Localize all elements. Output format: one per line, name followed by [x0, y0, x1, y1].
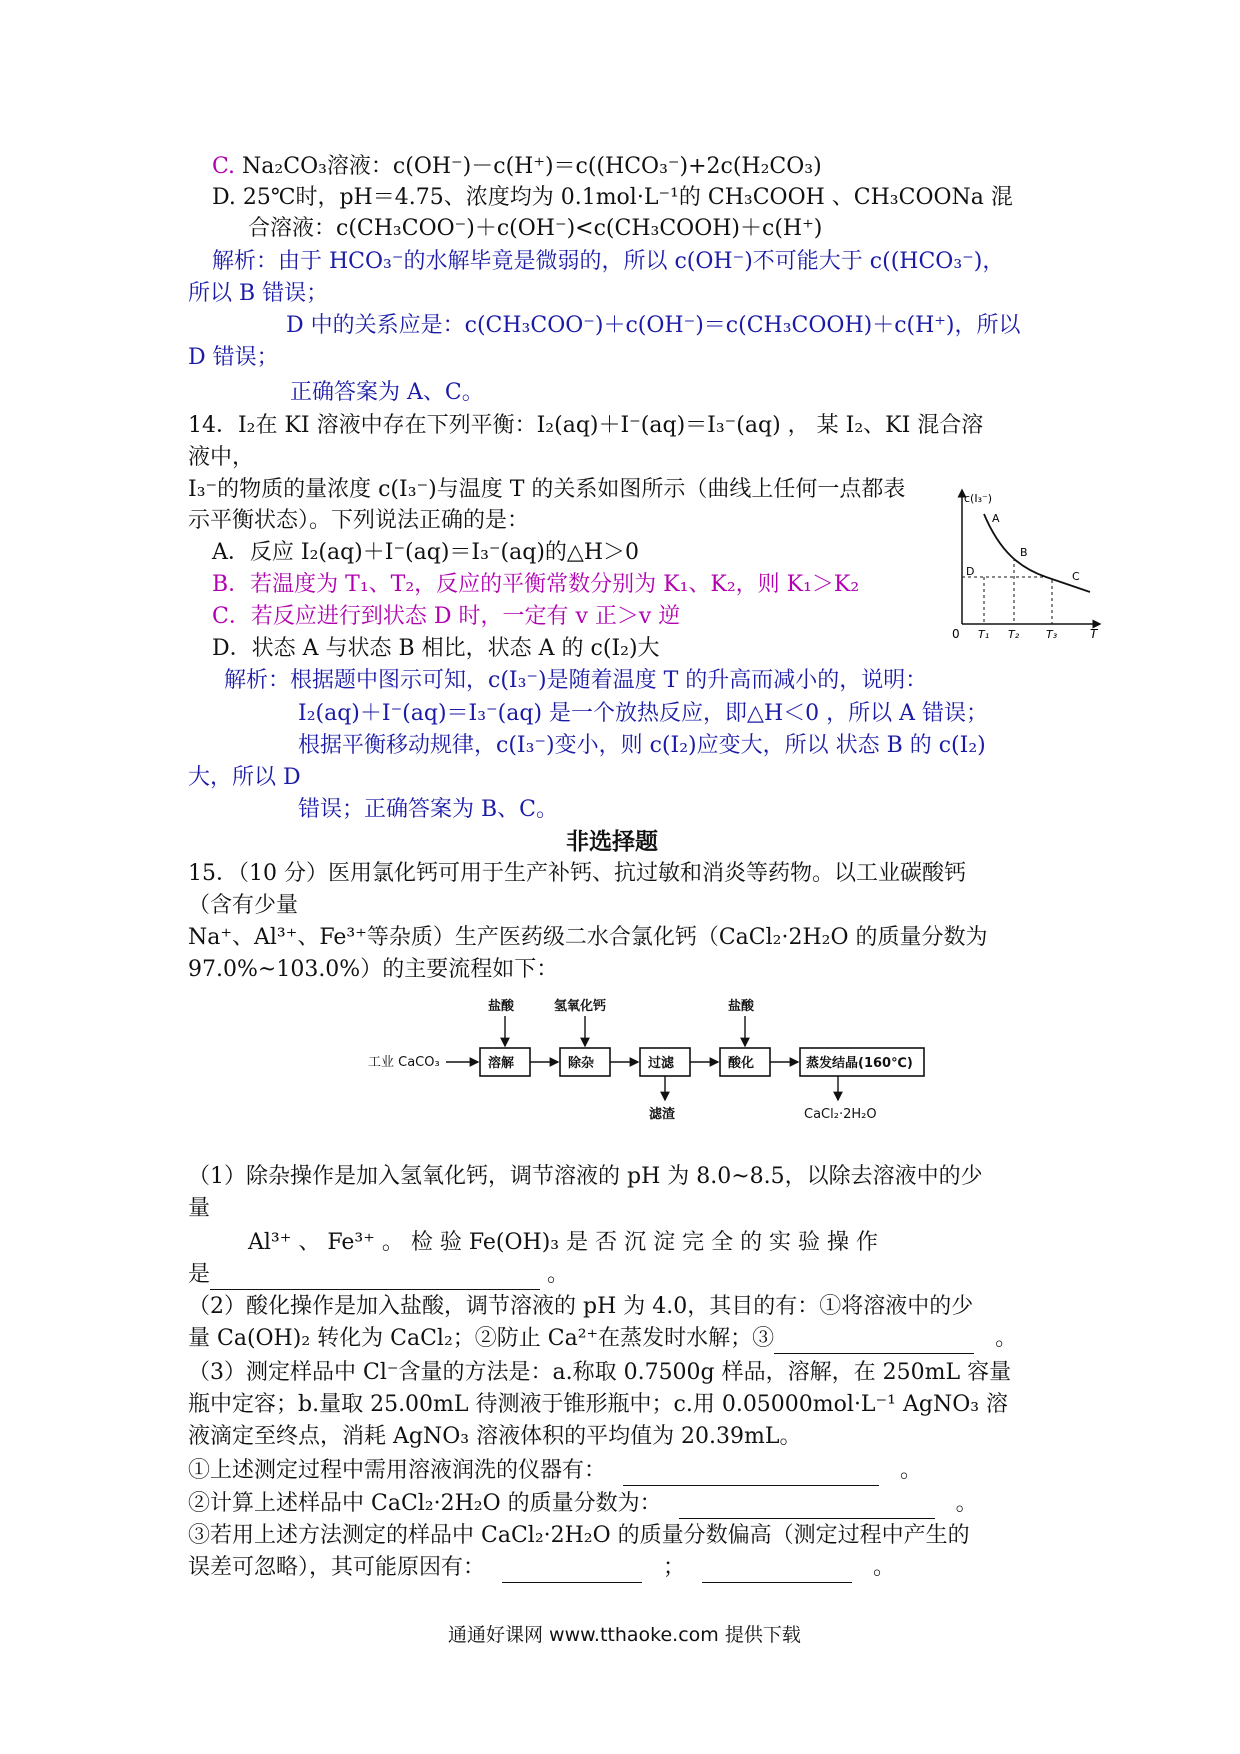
q15-p1-4: 是 。	[188, 1260, 569, 1290]
equilibrium-graph	[948, 482, 1108, 642]
flow-input-caoh2: 氢氧化钙	[554, 999, 607, 1014]
flow-input-hcl-2: 盐酸	[728, 999, 755, 1014]
q13-analysis-1: 解析：由于 HCO₃⁻的水解毕竟是微弱的，所以 c(OH⁻)不可能大于 c((HCO₃⁻)，	[212, 249, 1005, 274]
section-heading: 非选择题	[566, 829, 658, 855]
flow-step-filter: 过滤	[648, 1056, 675, 1071]
q14-option-d: D．状态 A 与状态 B 相比，状态 A 的 c(I₂)大	[212, 636, 660, 661]
graph-point-d: D	[966, 565, 975, 578]
q13-analysis-5: 正确答案为 A、C。	[290, 380, 484, 405]
q15-p2-2: 量 Ca(OH)₂ 转化为 CaCl₂；②防止 Ca²⁺在蒸发时水解；③ 。	[188, 1324, 1017, 1354]
q14-option-a: A．反应 I₂(aq)＋I⁻(aq)＝I₃⁻(aq)的△H＞0	[212, 540, 640, 565]
q14-stem-3: I₃⁻的物质的量浓度 c(I₃⁻)与温度 T 的关系如图所示（曲线上任何一点都表	[188, 477, 906, 502]
graph-origin: 0	[952, 627, 960, 641]
graph-point-a: A	[992, 512, 1000, 525]
q14-analysis-3: 根据平衡移动规律，c(I₃⁻)变小，则 c(I₂)应变大，所以 状态 B 的 c(I₂)	[298, 733, 986, 758]
q13-analysis-2: 所以 B 错误；	[188, 281, 329, 306]
q15-p1-3: Al³⁺ 、 Fe³⁺ 。 检 验 Fe(OH)₃ 是 否 沉 淀 完 全 的 实 验 操 作	[248, 1230, 879, 1255]
graph-xlabel: T	[1090, 627, 1098, 641]
q15-stem-1: 15．（10 分）医用氯化钙可用于生产补钙、抗过敏和消炎等药物。以工业碳酸钙	[188, 861, 966, 886]
q15-p2-1: （2）酸化操作是加入盐酸，调节溶液的 pH 为 4.0，其目的有：①将溶液中的少	[188, 1294, 974, 1319]
q14-stem-2: 液中，	[188, 445, 255, 470]
q15-stem-3: Na⁺、Al³⁺、Fe³⁺等杂质）生产医药级二水合氯化钙（CaCl₂·2H₂O 的质量分数为	[188, 925, 988, 950]
q13-analysis-4: D 错误；	[188, 345, 279, 370]
q15-p1-1: （1）除杂操作是加入氢氧化钙，调节溶液的 pH 为 8.0~8.5，以除去溶液中的少	[188, 1164, 983, 1189]
q15-sub3-2: 误差可忽略），其可能原因有： ； 。	[188, 1553, 895, 1583]
flow-step-acidify: 酸化	[728, 1056, 755, 1071]
q13-option-d-cont: 合溶液：c(CH₃COO⁻)＋c(OH⁻)<c(CH₃COOH)＋c(H⁺)	[248, 216, 823, 241]
answer-blank-4[interactable]	[679, 1496, 935, 1519]
graph-point-b: B	[1020, 546, 1028, 559]
process-flowchart	[368, 996, 928, 1126]
answer-blank-5[interactable]	[502, 1560, 642, 1583]
graph-point-c: C	[1072, 570, 1080, 583]
graph-ylabel: c(I₃⁻)	[964, 492, 993, 505]
q15-p3-1: （3）测定样品中 Cl⁻含量的方法是：a.称取 0.7500g 样品，溶解，在 250mL 容量	[188, 1360, 1012, 1385]
q14-option-c: C．若反应进行到状态 D 时，一定有 v 正＞v 逆	[212, 604, 681, 629]
q15-p3-3: 液滴定至终点，消耗 AgNO₃ 溶液体积的平均值为 20.39mL。	[188, 1424, 802, 1449]
q15-sub3-1: ③若用上述方法测定的样品中 CaCl₂·2H₂O 的质量分数偏高（测定过程中产生的	[188, 1523, 970, 1548]
q14-option-b: B．若温度为 T₁、T₂，反应的平衡常数分别为 K₁、K₂，则 K₁＞K₂	[212, 572, 860, 597]
answer-blank-2[interactable]	[774, 1331, 974, 1354]
q15-p1-2: 量	[188, 1196, 211, 1221]
page-footer: 通通好课网 www.tthaoke.com 提供下载	[448, 1624, 801, 1646]
answer-blank-3[interactable]	[623, 1463, 879, 1486]
q14-analysis-4: 大，所以 D	[188, 765, 301, 790]
q15-stem-4: 97.0%~103.0%）的主要流程如下：	[188, 957, 559, 982]
q15-sub2: ②计算上述样品中 CaCl₂·2H₂O 的质量分数为： 。	[188, 1489, 978, 1519]
q14-stem-1: 14．I₂在 KI 溶液中存在下列平衡：I₂(aq)＋I⁻(aq)＝I₃⁻(aq) ， 某 I₂、KI 混合溶	[188, 413, 984, 438]
q14-stem-4: 示平衡状态）。下列说法正确的是：	[188, 508, 530, 533]
flow-input-hcl-1: 盐酸	[488, 999, 515, 1014]
flow-residue: 滤渣	[649, 1107, 676, 1122]
flow-step-evaporate: 蒸发结晶(160℃)	[806, 1056, 913, 1071]
q14-analysis-1: 解析：根据题中图示可知，c(I₃⁻)是随着温度 T 的升高而减小的，说明：	[224, 668, 928, 693]
q15-sub1: ①上述测定过程中需用溶液润洗的仪器有： 。	[188, 1456, 922, 1486]
q15-p3-2: 瓶中定容；b.量取 25.00mL 待测液于锥形瓶中；c.用 0.05000mol·L⁻¹ AgNO₃ 溶	[188, 1392, 1009, 1417]
flow-start: 工业 CaCO₃	[368, 1055, 440, 1070]
flow-step-dissolve: 溶解	[488, 1056, 515, 1071]
q13-option-c: C. Na₂CO₃溶液：c(OH⁻)－c(H⁺)＝c((HCO₃⁻)+2c(H₂CO₃)	[212, 154, 822, 179]
answer-blank-6[interactable]	[702, 1560, 852, 1583]
graph-tick-t3: T₃	[1046, 628, 1058, 641]
graph-tick-t2: T₂	[1008, 628, 1020, 641]
answer-blank-1[interactable]	[210, 1267, 540, 1290]
q15-stem-2: （含有少量	[188, 893, 299, 918]
flow-step-purify: 除杂	[568, 1056, 595, 1071]
flow-product: CaCl₂·2H₂O	[804, 1107, 877, 1122]
q14-analysis-5: 错误；正确答案为 B、C。	[298, 797, 558, 822]
q14-analysis-2: I₂(aq)＋I⁻(aq)＝I₃⁻(aq) 是一个放热反应，即△H＜0 ，所以 A 错误；	[298, 701, 988, 726]
graph-tick-t1: T₁	[978, 628, 990, 641]
q13-option-d: D. 25℃时，pH＝4.75、浓度均为 0.1mol·L⁻¹的 CH₃COOH 、CH₃COONa 混	[212, 185, 1013, 210]
q13-analysis-3: D 中的关系应是：c(CH₃COO⁻)＋c(OH⁻)＝c(CH₃COOH)＋c(H⁺)，所以	[286, 313, 1021, 338]
